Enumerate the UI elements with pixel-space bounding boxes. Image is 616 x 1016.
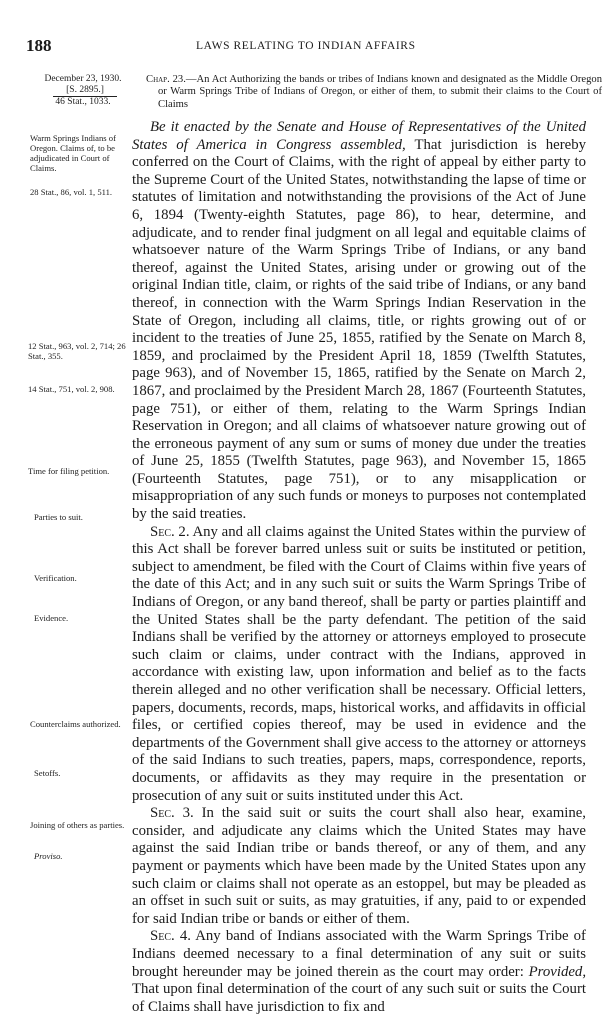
- running-head: LAWS RELATING TO INDIAN AFFAIRS: [196, 40, 416, 52]
- section-2: [132, 524, 586, 806]
- margin-date-block: [33, 74, 133, 108]
- section-3: [132, 805, 586, 928]
- section-3-label: Sec. 3.: [150, 805, 194, 822]
- margin-note-citation-1865: 14 Stat., 751, vol. 2, 908.: [28, 384, 115, 394]
- margin-note-citation-1855: 12 Stat., 963, vol. 2, 714; 26 Stat., 355.: [28, 341, 126, 361]
- section-2-label: Sec. 2.: [150, 523, 190, 540]
- margin-note-parties: Parties to suit.: [34, 512, 83, 522]
- section-4-text: Any band of Indians associated with the Warm Springs Tribe of Indians deemed necessary to a final determination of any suit or suits brought hereunder may be joined therein as the court may order:: [132, 928, 586, 980]
- margin-note-time-for-filing: Time for filing petition.: [28, 466, 110, 476]
- chapter-summary-text: —An Act Authorizing the bands or tribes of Indians known and designated as the Middle Oregon or Warm Springs Tribe of Indians of Oregon, or either of them, to submit their claims to the Court of Claims: [158, 74, 602, 110]
- section-3-text: In the said suit or suits the court shall also hear, examine, consider, and adjudicate any claims which the United States may have against the said Indian tribe or bands thereof, or any of them, and any payment or payments which have been made by the United States upon any such claim or claims shall not operate as an estoppel, but may be pleaded as an offset in such suit or suits, as may gratuities, if any, paid to or expended for said Indian tribe or bands or either of them.: [132, 805, 586, 927]
- chapter-summary: [146, 74, 602, 111]
- section-4: [132, 928, 586, 1016]
- page-number: 188: [26, 36, 52, 55]
- section-1-text: That jurisdiction is hereby conferred on the Court of Claims, with the right of appeal by either party to the Supreme Court of the United States, notwithstanding the lapse of time or statutes of limitation and notwithstanding the provisions of the Act of June 6, 1894 (Twenty-eighth Statutes, page 86), to hear, determine, and adjudicate, and to render final judgment on all legal and equitable claims of whatsoever nature of the Warm Springs Tribe of Indians, or any band thereof, against the United States, arising under or growing out of the original Indian title, claim, or rights of the said tribe of Indians, or any band thereof, in connection with the Warm Springs Indian Reservation in the State of Oregon, including all claims, title, or rights growing out of or incident to the treaties of June 25, 1855, ratified by the Senate on March 8, 1859, and proclaimed by the President April 18, 1859 (Twelfth Statutes, page 963), and of November 15, 1865, ratified by the Senate on March 2, 1867, and proclaimed by the President March 28, 1867 (Fourteenth Statutes, page 751), or either of them, relating to the Warm Springs Indian Reservation in Oregon; and all claims of whatsoever nature growing out of the erroneous payment of any sum or sums of money due under the treaties of June 25, 1855 (Twelfth Statutes, page 963), and November 15, 1865 (Fourteenth Statutes, page 751), or to any misapplication or misappropriation of any such funds or moneys to purposes not contemplated by the said treaties.: [132, 136, 586, 523]
- margin-note-joining: Joining of others as parties.: [30, 820, 125, 830]
- section-1: [132, 119, 586, 524]
- section-4-text-continued: That upon final determination of the court of any such suit or suits the Court of Claims shall have jurisdiction to fix and: [132, 981, 586, 1015]
- section-2-text: Any and all claims against the United States within the purview of this Act shall be forever barred unless suit or suits be instituted or petition, subject to amendment, be filed with the Court of Claims within five years of the date of this Act; and in any such suit or suits the Warm Springs Tribe of Indians of Oregon, or any band thereof, shall be party or parties plaintiff and the United States shall be the party defendant. The petition of the said Indians shall be verified by the attorney or attorneys employed to prosecute such claim or claims, under contract with the Indians, approved in accordance with existing law, upon information and belief as to the facts therein alleged and no other verification shall be necessary. Official letters, papers, documents, records, maps, historical works, and affidavits in official files, or certified copies thereof, may be used in evidence and the departments of the Government shall give access to the attorney or attorneys of the said Indians to such treaties, papers, maps, correspondence, reports, documents, or affidavits as they may require in the presentation or prosecution of any suit or suits instituted under this Act.: [132, 523, 586, 804]
- chapter-label: Chap. 23.: [146, 74, 186, 85]
- proviso-word: Provided,: [528, 963, 587, 980]
- margin-statute-citation: 46 Stat., 1033.: [55, 97, 111, 107]
- margin-note-evidence: Evidence.: [34, 613, 69, 623]
- act-body: [132, 119, 586, 1016]
- margin-note-citation-1894: 28 Stat., 86, vol. 1, 511.: [30, 187, 113, 197]
- margin-note-proviso: Proviso.: [34, 851, 63, 861]
- margin-note-claims: Warm Springs Indians of Oregon. Claims of, to be adjudicated in Court of Claims.: [30, 133, 116, 173]
- enacting-clause: Be it enacted by the Senate and House of Representatives of the United States of America in Congress assembled,: [132, 119, 586, 153]
- margin-note-verification: Verification.: [34, 573, 77, 583]
- margin-bill-number: [S. 2895.]: [53, 85, 117, 97]
- margin-note-setoffs: Setoffs.: [34, 768, 61, 778]
- margin-note-counterclaims: Counterclaims authorized.: [30, 719, 121, 729]
- section-4-label: Sec. 4.: [150, 928, 191, 945]
- margin-date: December 23, 1930.: [44, 74, 122, 84]
